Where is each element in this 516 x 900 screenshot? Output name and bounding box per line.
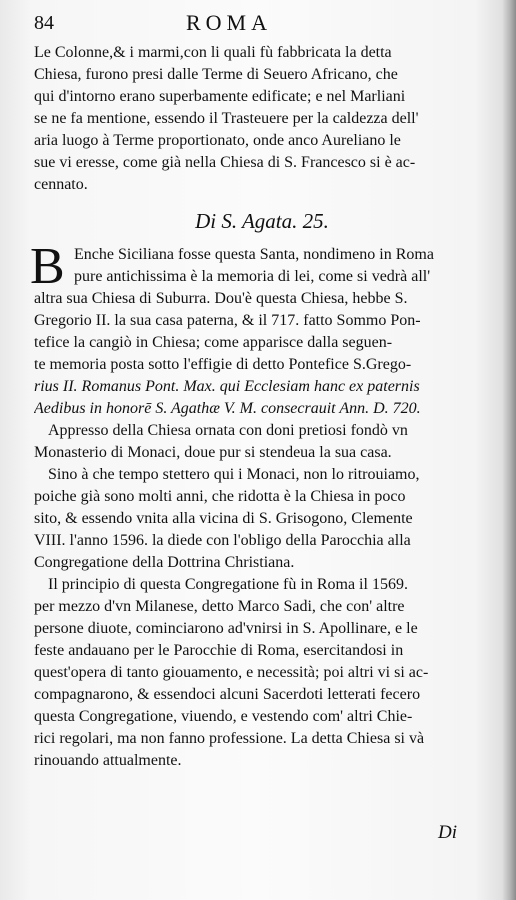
text-line: sito, & essendo vnita alla vicina di S. Grisogono, Clemente	[34, 510, 413, 527]
text-line: persone diuote, cominciarono ad'vnirsi in S. Apollinare, e le	[34, 620, 418, 637]
paragraph-agata	[30, 238, 490, 420]
text-line: poiche già sono molti anni, che ridotta è la Chiesa in poco	[34, 488, 406, 505]
text-line: Enche Siciliana fosse questa Santa, nondimeno in Roma	[74, 246, 434, 263]
text-line: Appresso della Chiesa ornata con doni pretiosi fondò vn	[48, 422, 408, 439]
body-text	[30, 42, 490, 772]
running-title: ROMA	[186, 10, 273, 35]
text-line: per mezzo d'vn Milanese, detto Marco Sadi, che con' altre	[34, 598, 405, 615]
text-line: Chiesa, furono presi dalle Terme di Seuero Africano, che	[34, 66, 398, 83]
inscription-line: Aedibus in honorē S. Agathæ V. M. consecrauit Ann. D. 720.	[34, 400, 421, 417]
text-line: cennato.	[34, 176, 88, 193]
text-line: Il principio di questa Congregatione fù in Roma il 1569.	[48, 576, 408, 593]
text-line: questa Congregatione, viuendo, e vestendo com' altri Chie-	[34, 708, 413, 725]
text-line: Le Colonne,& i marmi,con li quali fù fabbricata la detta	[34, 44, 392, 61]
text-line: qui d'intorno erano superbamente edificate; e nel Marliani	[34, 88, 406, 105]
text-line: rinouando attualmente.	[34, 752, 182, 769]
text-line: tefice la cangiò in Chiesa; come apparisce dalla seguen-	[34, 334, 393, 351]
text-line: Sino à che tempo stettero qui i Monaci, non lo ritrouiamo,	[48, 466, 420, 483]
running-head	[0, 6, 516, 36]
page-number: 84	[34, 12, 54, 34]
text-line: VIII. l'anno 1596. la diede con l'obligo della Parocchia alla	[34, 532, 411, 549]
text-line: Monasterio di Monaci, doue pur si stendeua la sua casa.	[34, 444, 392, 461]
text-line: aria luogo à Terme proportionato, onde anco Aureliano le	[34, 132, 401, 149]
paragraph-monaci	[34, 464, 490, 574]
inscription-line: rius II. Romanus Pont. Max. qui Ecclesiam hanc ex paternis	[34, 378, 420, 395]
text-line: se ne fa mentione, essendo il Trasteuere per la caldezza dell'	[34, 110, 419, 127]
text-line: altra sua Chiesa di Suburra. Dou'è questa Chiesa, hebbe S.	[34, 290, 408, 307]
text-line: Gregorio II. la sua casa paterna, & il 717. fatto Sommo Pon-	[34, 312, 421, 329]
text-line: rici regolari, ma non fanno professione. La detta Chiesa si và	[34, 730, 425, 747]
section-heading: Di S. Agata. 25.	[195, 209, 329, 233]
text-line: Congregatione della Dottrina Christiana.	[34, 554, 295, 571]
text-line: compagnarono, & essendoci alcuni Sacerdoti letterati fecero	[34, 686, 421, 703]
page-spine-shadow	[502, 0, 516, 900]
catchword: Di	[438, 822, 457, 843]
paragraph-colonne	[34, 42, 490, 196]
paragraph-monasterio	[34, 420, 490, 464]
text-line: feste andauano per le Parocchie di Roma, esercitandosi in	[34, 642, 404, 659]
text-line: pure antichissima è la memoria di lei, come si vedrà all'	[74, 268, 431, 285]
drop-cap: B	[30, 238, 65, 295]
paragraph-congregatione	[34, 574, 490, 772]
text-line: sue vi eresse, come già nella Chiesa di S. Francesco si è ac-	[34, 154, 416, 171]
text-line: te memoria posta sotto l'effigie di detto Pontefice S.Grego-	[34, 356, 412, 373]
text-line: quest'opera di tanto giouamento, e necessità; poi altri vi si ac-	[34, 664, 429, 681]
